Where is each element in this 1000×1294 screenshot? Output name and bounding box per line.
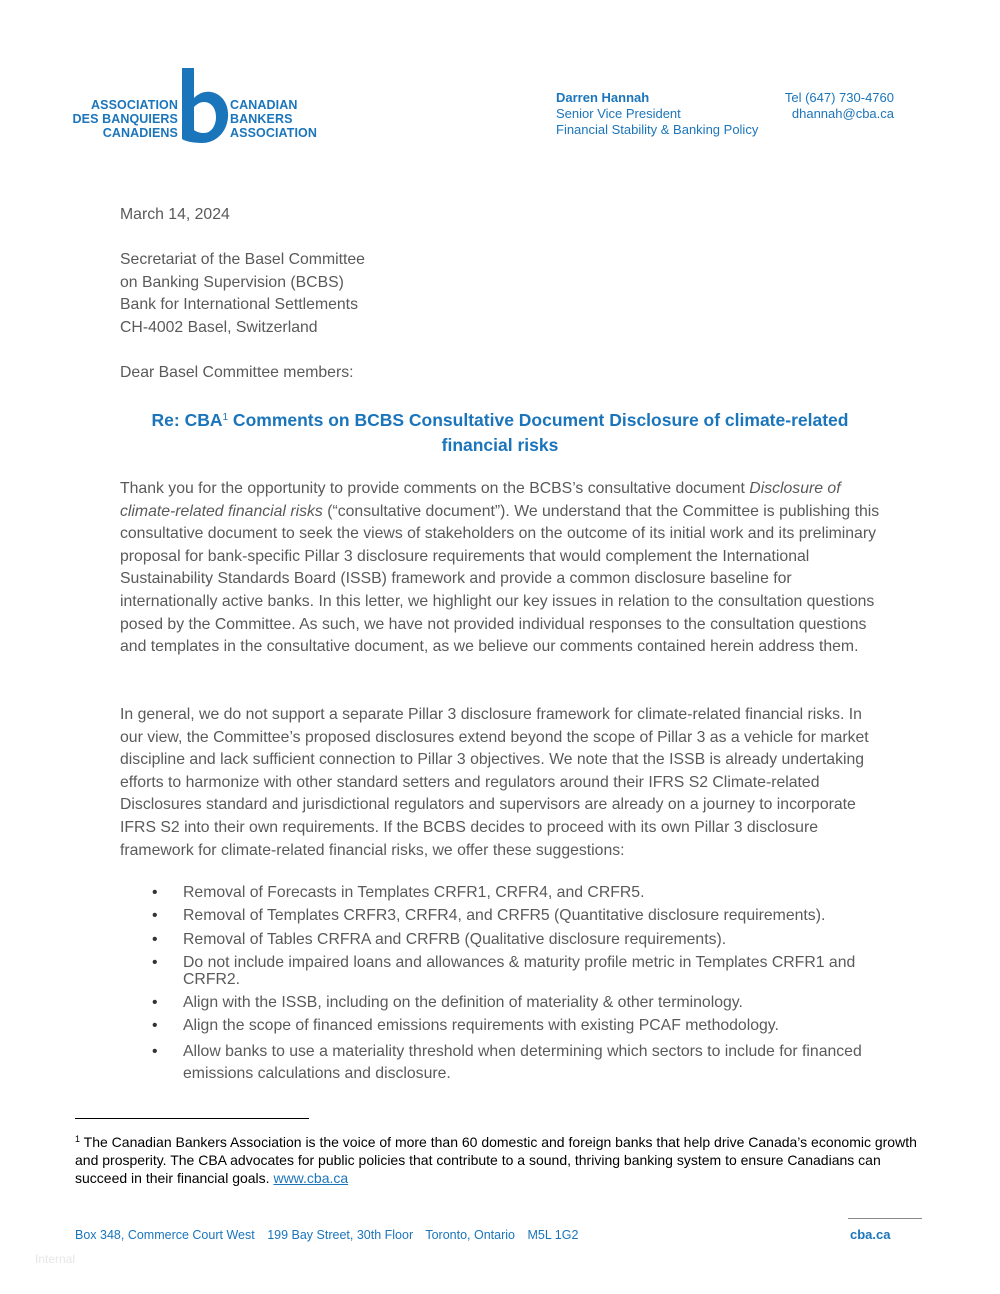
sender-info <box>556 90 758 138</box>
logo-line: ASSOCIATION <box>230 126 317 140</box>
logo-line: DES BANQUIERS <box>72 112 178 126</box>
footnote <box>75 1130 935 1187</box>
logo-line: CANADIAN <box>230 98 298 112</box>
list-item: • Align with the ISSB, including on the definition of materiality & other terminology. <box>150 994 890 1011</box>
footer-website[interactable]: cba.ca <box>850 1227 891 1242</box>
list-item: • Align the scope of financed emissions requirements with existing PCAF methodology. <box>150 1017 890 1034</box>
logo-french-name <box>60 98 178 140</box>
classification-label: Internal <box>35 1252 76 1266</box>
sender-email[interactable]: dhannah@cba.ca <box>791 106 894 121</box>
address-part: 199 Bay Street, 30th Floor <box>267 1228 414 1242</box>
logo-english-name <box>230 98 317 140</box>
list-item: • Removal of Tables CRFRA and CRFRB (Qualitative disclosure requirements). <box>150 931 890 948</box>
paragraph-text: (“consultative document”). We understand that the Committee is publishing this consultative document to seek the views of stakeholders on the outcome of its initial work and its preliminary proposal for bank-specific Pillar 3 disclosure requirements that would complement the International Sustainability Standards Board (ISSB) framework and provide a common disclosure baseline for internationally active banks. In this letter, we highlight our key issues in relation to the consultation questions posed by the Committee. As such, we have not provided individual responses to the consultation questions and templates in the consultative document, as we believe our comments contained herein address them. <box>120 502 880 656</box>
sender-name: Darren Hannah <box>556 90 650 105</box>
list-item: • Removal of Forecasts in Templates CRFR1, CRFR4, and CRFR5. <box>150 884 890 901</box>
sender-phone: Tel (647) 730-4760 <box>784 90 894 105</box>
list-item: • Allow banks to use a materiality threshold when determining which sectors to include for financed emissions calculations and disclosure. <box>150 1041 890 1086</box>
footnote-number: 1 <box>75 1134 81 1144</box>
letter-date: March 14, 2024 <box>120 206 230 223</box>
suggestions-list <box>150 884 890 1092</box>
footnote-link[interactable]: www.cba.ca <box>273 1170 349 1186</box>
logo-line: ASSOCIATION <box>91 98 178 112</box>
subject-prefix: Re: CBA <box>151 410 223 430</box>
paragraph-text: Thank you for the opportunity to provide comments on the BCBS’s consultative document <box>120 480 750 497</box>
subject-heading <box>120 405 880 458</box>
logo-line: CANADIENS <box>102 126 178 140</box>
paragraph-intro <box>120 478 880 659</box>
logo-line: BANKERS <box>230 112 293 126</box>
address-part: M5L 1G2 <box>527 1228 579 1242</box>
list-item: • Removal of Templates CRFR3, CRFR4, and CRFR5 (Quantitative disclosure requirements). <box>150 907 890 924</box>
address-line: Secretariat of the Basel Committee <box>120 251 365 268</box>
address-line: CH-4002 Basel, Switzerland <box>120 318 318 336</box>
sender-contact <box>740 90 894 122</box>
footer-address <box>75 1228 587 1242</box>
subject-text: Comments on BCBS Consultative Document Disclosure of climate-related financial risks <box>228 410 849 455</box>
document-title: Disclosure of climate-related financial risks <box>120 480 841 520</box>
address-part: Box 348, Commerce Court West <box>75 1228 255 1242</box>
footer-divider <box>848 1218 922 1219</box>
address-part: Toronto, Ontario <box>425 1228 515 1242</box>
sender-position: Senior Vice President <box>556 106 681 121</box>
footnote-divider <box>75 1118 309 1119</box>
salutation: Dear Basel Committee members: <box>120 364 354 381</box>
list-item: • Do not include impaired loans and allowances & maturity profile metric in Templates CRFR1 and CRFR2. <box>150 954 890 988</box>
paragraph-position: In general, we do not support a separate Pillar 3 disclosure framework for climate-related financial risks. In our view, the Committee’s proposed disclosures extend beyond the scope of Pillar 3 as a vehicle for market discipline and lack sufficient connection to Pillar 3 objectives. We note that the ISSB is already undertaking efforts to harmonize with other standard setters and regulators around their IFRS S2 Climate-related Disclosures standard and jurisdictional regulators and supervisors are already on a journey to incorporate IFRS S2 into their own requirements. If the BCBS decides to proceed with its own Pillar 3 disclosure framework for climate-related financial risks, we offer these suggestions: <box>120 706 869 859</box>
address-line: Bank for International Settlements <box>120 296 358 314</box>
cba-b-logo-icon <box>178 68 230 144</box>
footnote-text: The Canadian Bankers Association is the voice of more than 60 domestic and foreign banks that help drive Canada’s economic growth and prosperity. The CBA advocates for public policies that contribute to a sound, thriving banking system to ensure Canadians can succeed in their financial goals. <box>75 1134 917 1186</box>
sender-department: Financial Stability & Banking Policy <box>556 122 759 137</box>
footnote-ref: 1 <box>222 412 229 423</box>
address-line: on Banking Supervision (BCBS) <box>120 273 344 291</box>
recipient-address <box>120 249 365 339</box>
